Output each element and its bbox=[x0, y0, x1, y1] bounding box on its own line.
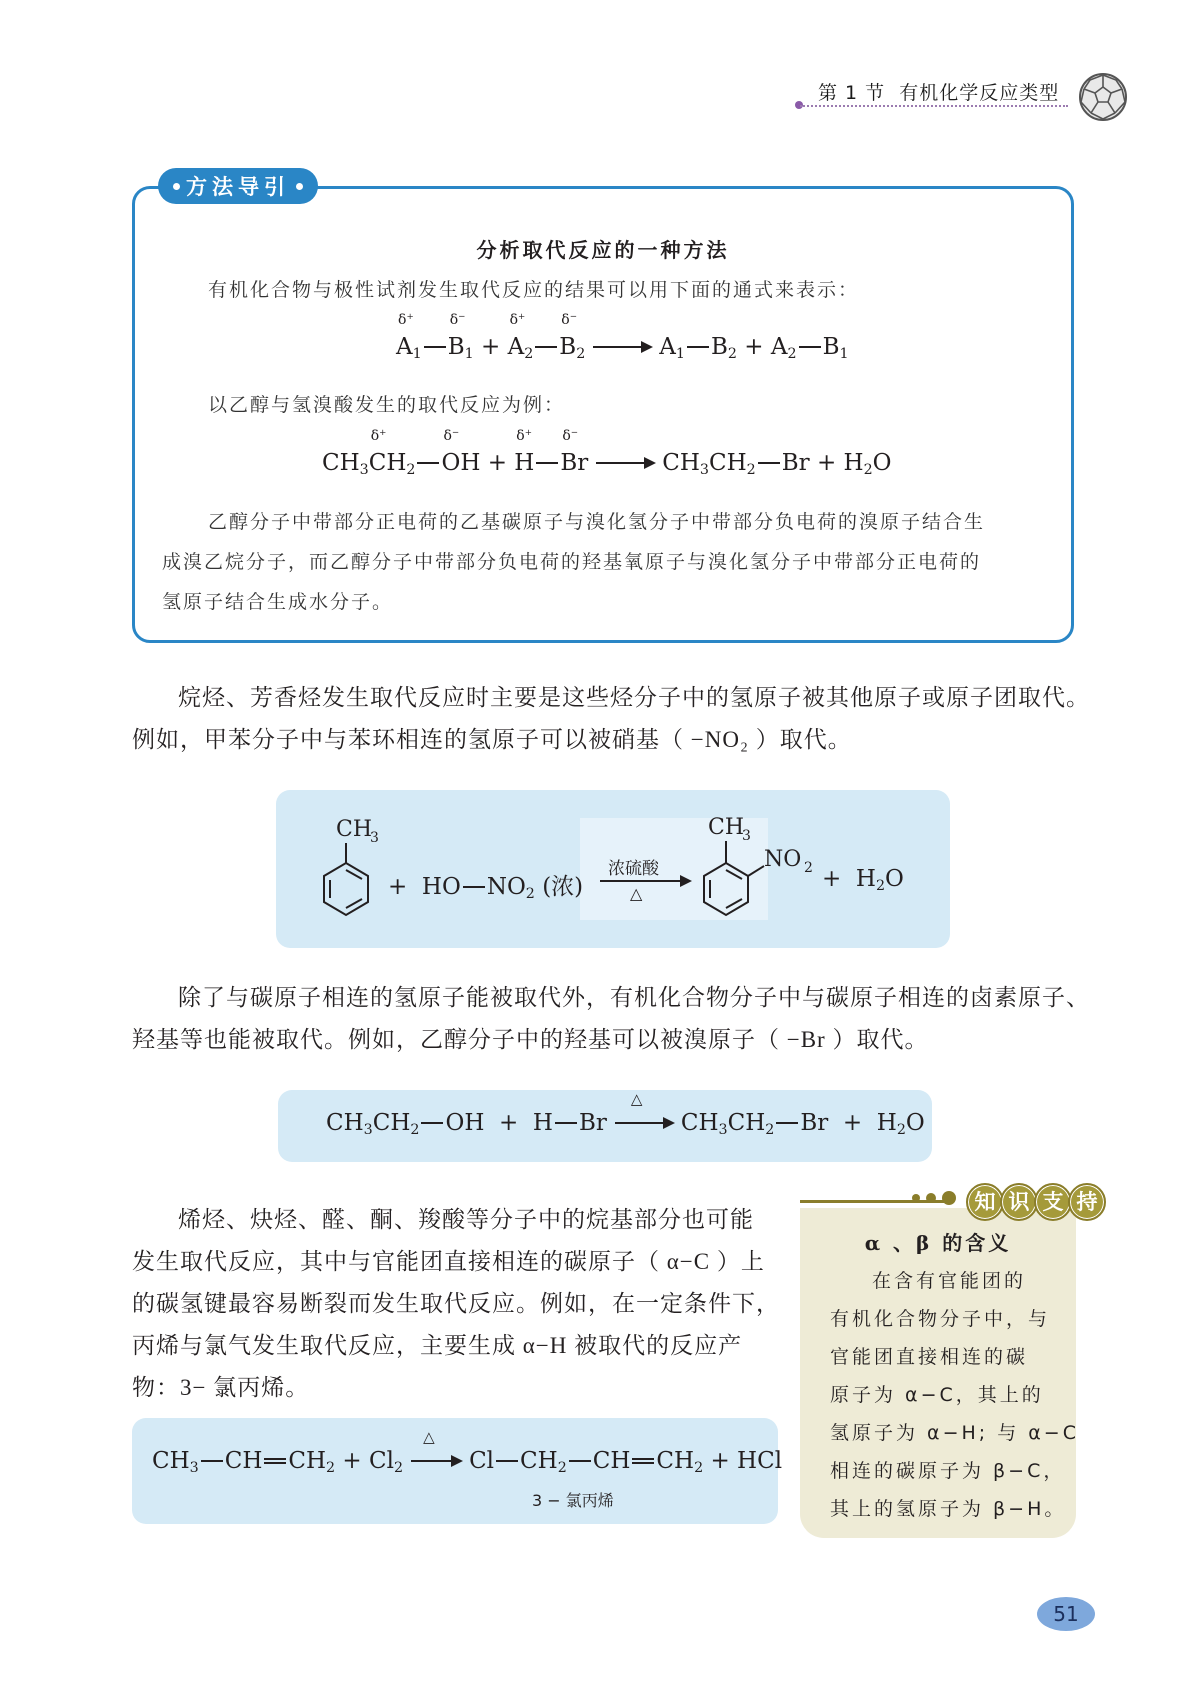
svg-text:3: 3 bbox=[370, 830, 379, 846]
knowledge-title-char-4: 持 bbox=[1068, 1183, 1106, 1221]
concentrated-note: (浓) bbox=[542, 874, 584, 900]
tab-dot-right bbox=[296, 183, 303, 190]
nitration-water-product: + $H_2O$ bbox=[822, 866, 904, 894]
paragraph-2-line-1: 除了与碳原子相连的氢原子能被取代外，有机化合物分子中与碳原子相连的卤素原子、 bbox=[178, 985, 1090, 1010]
knowledge-support-subtitle: α 、β 的含义 bbox=[864, 1231, 1012, 1255]
knowledge-support-title bbox=[966, 1183, 1102, 1221]
general-substitution-equation: $A_1$ δ+ $B_1$ δ− + $A_2$ δ+ $B_2$ δ− $A_1$ $B_2 + A_2$ $B_1$ bbox=[396, 312, 849, 362]
nitration-condition-bottom: △ bbox=[630, 884, 643, 903]
section-title: 有机化学反应类型 bbox=[899, 82, 1060, 104]
paragraph-3-line-1: 烯烃、炔烃、醛、酮、羧酸等分子中的烷基部分也可能 bbox=[178, 1207, 754, 1232]
method-guide-label: 方法导引 bbox=[186, 174, 290, 199]
knowledge-line-6: 相连的碳原子为 β−C， bbox=[830, 1460, 1066, 1482]
method-guide-tab bbox=[158, 168, 318, 204]
svg-text:CH: CH bbox=[336, 817, 373, 842]
chapter-title bbox=[818, 78, 1059, 105]
fullerene-icon bbox=[1078, 72, 1128, 122]
knowledge-rule-dot-1 bbox=[912, 1194, 920, 1202]
chapter-number: 第 1 节 bbox=[818, 82, 886, 104]
page-number: 51 bbox=[1037, 1597, 1095, 1631]
nitration-condition-top: 浓硫酸 bbox=[608, 859, 659, 879]
knowledge-line-7: 其上的氢原子为 β−H。 bbox=[830, 1498, 1067, 1520]
nitration-arrow bbox=[600, 880, 684, 882]
paragraph-3-line-2: 发生取代反应，其中与官能团直接相连的碳原子（ α−C ）上 bbox=[132, 1249, 765, 1274]
knowledge-title-char-1: 知 bbox=[966, 1183, 1004, 1221]
knowledge-rule-dot-2 bbox=[926, 1193, 936, 1203]
knowledge-rule-dot-3 bbox=[942, 1191, 956, 1205]
paragraph-3-line-3: 的碳氢键最容易断裂而发生取代反应。例如，在一定条件下， bbox=[132, 1291, 780, 1316]
ethanol-hbr-equation: $CH_3CH_2$ OH + H Br △ $CH_3CH_2$ $Br + H_2O$ bbox=[326, 1090, 925, 1138]
chlorination-product-name: 3 − 氯丙烯 bbox=[532, 1491, 614, 1510]
o-nitrotoluene-structure bbox=[690, 806, 840, 938]
tab-dot-left bbox=[173, 183, 180, 190]
method-explanation-line-2: 成溴乙烷分子，而乙醇分子中带部分负电荷的羟基氧原子与溴化氢分子中带部分正电荷的 bbox=[162, 551, 982, 573]
ethanol-hbr-delta-equation: $CH_3CH_2$ δ+ OH δ− + H δ+ Br δ− $CH_3CH_2$ $Br + H_2O$ bbox=[322, 428, 892, 478]
method-example-intro: 以乙醇与氢溴酸发生的取代反应为例： bbox=[208, 394, 566, 416]
knowledge-line-3: 官能团直接相连的碳 bbox=[830, 1346, 1029, 1368]
knowledge-line-5: 氢原子为 α−H; 与 α−C bbox=[830, 1422, 1079, 1444]
svg-text:2: 2 bbox=[804, 860, 813, 876]
svg-text:NO: NO bbox=[764, 847, 802, 872]
svg-text:3: 3 bbox=[742, 828, 751, 844]
method-explanation-line-3: 氢原子结合生成水分子。 bbox=[162, 591, 394, 613]
method-explanation-line-1: 乙醇分子中带部分正电荷的乙基碳原子与溴化氢分子中带部分负电荷的溴原子结合生 bbox=[208, 511, 986, 533]
header-rule bbox=[800, 105, 1068, 107]
svg-text:CH: CH bbox=[708, 815, 745, 840]
knowledge-line-2: 有机化合物分子中，与 bbox=[830, 1308, 1051, 1330]
paragraph-3-line-4: 丙烯与氯气发生取代反应，主要生成 α−H 被取代的反应产 bbox=[132, 1333, 743, 1358]
method-intro: 有机化合物与极性试剂发生取代反应的结果可以用下面的通式来表示： bbox=[208, 279, 860, 301]
knowledge-title-char-2: 识 bbox=[1000, 1183, 1038, 1221]
paragraph-1-line-1: 烷烃、芳香烃发生取代反应时主要是这些烃分子中的氢原子被其他原子或原子团取代。 bbox=[178, 685, 1090, 710]
chlorination-condition: △ bbox=[423, 1428, 435, 1446]
paragraph-2-line-2: 羟基等也能被取代。例如，乙醇分子中的羟基可以被溴原子（ −Br ）取代。 bbox=[132, 1027, 929, 1052]
knowledge-line-1: 在含有官能团的 bbox=[872, 1270, 1027, 1292]
knowledge-line-4: 原子为 α−C，其上的 bbox=[830, 1384, 1044, 1406]
nitration-reactants: + HO $NO_2$ (浓) bbox=[388, 874, 584, 902]
knowledge-title-char-3: 支 bbox=[1034, 1183, 1072, 1221]
paragraph-3-line-5: 物：3− 氯丙烯。 bbox=[132, 1375, 310, 1400]
paragraph-1-line-2: 例如，甲苯分子中与苯环相连的氢原子可以被硝基（ −NO₂ ）取代。 bbox=[132, 727, 852, 752]
method-heading: 分析取代反应的一种方法 bbox=[476, 238, 730, 262]
propene-chlorination-equation: $CH_3$ CH $CH_2 + Cl_2$ △ Cl $CH_2$ CH $CH_2$ + HCl bbox=[152, 1428, 783, 1476]
bromination-condition: △ bbox=[630, 1090, 643, 1108]
